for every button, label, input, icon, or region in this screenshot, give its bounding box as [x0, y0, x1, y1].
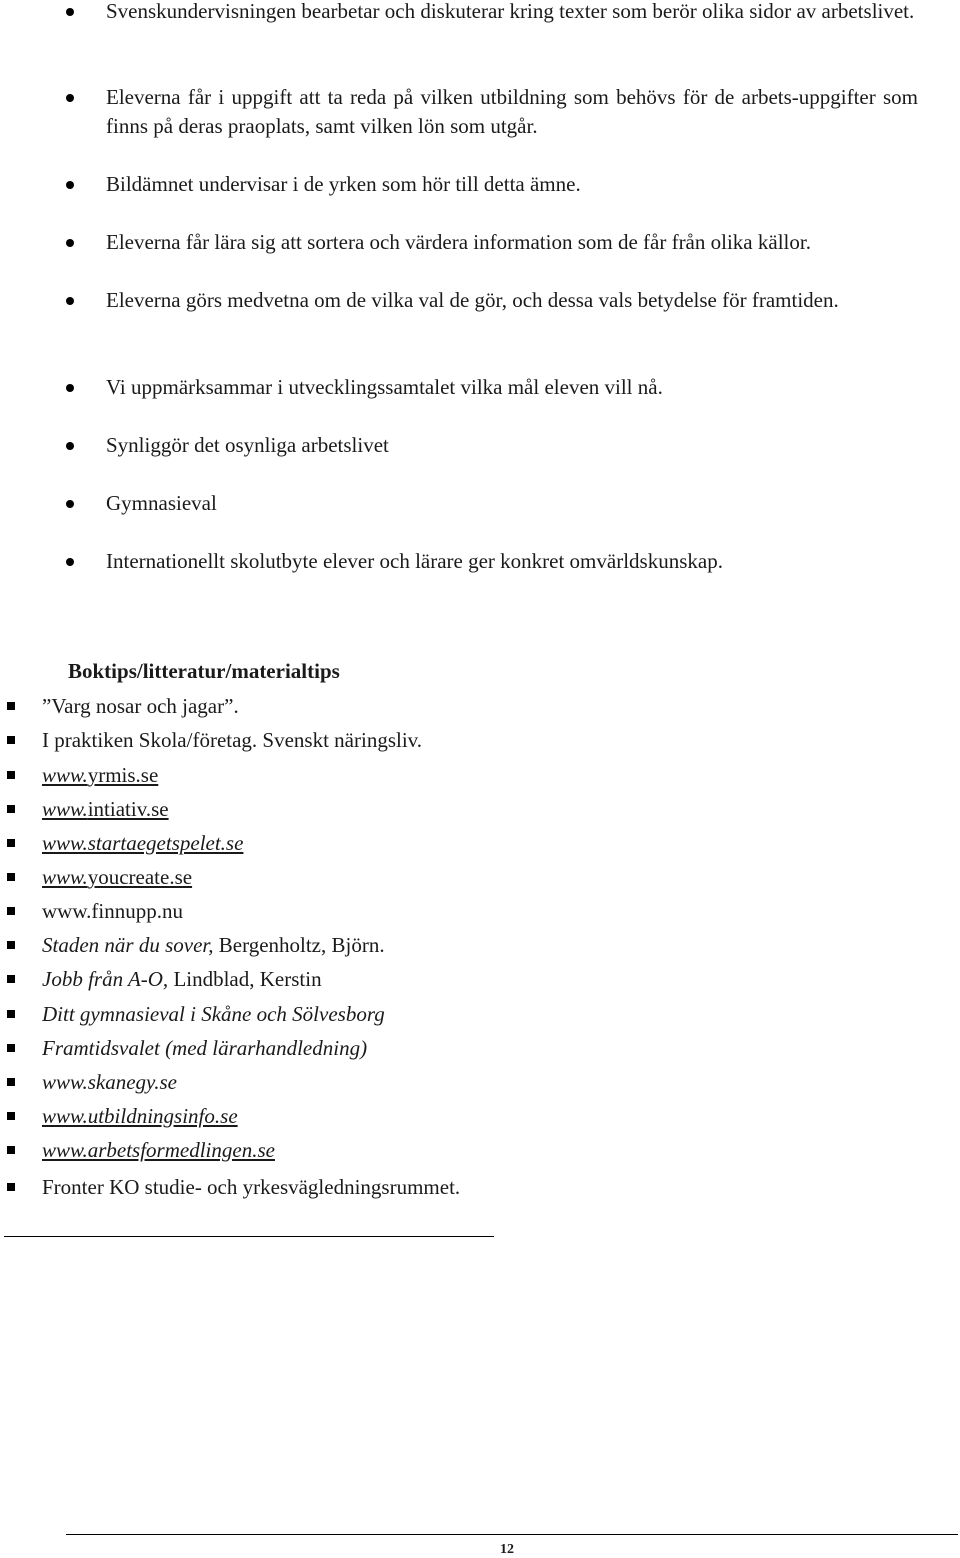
- bullet-square-icon: [7, 1183, 15, 1191]
- reference-title: Staden när du sover,: [42, 933, 214, 957]
- reference-link[interactable]: www.utbildningsinfo.se: [42, 1104, 238, 1128]
- reference-item[interactable]: [42, 828, 243, 858]
- list-item-text: Gymnasieval: [106, 491, 217, 515]
- reference-item: [42, 964, 322, 994]
- reference-title: Framtidsvalet (med lärarhandledning): [42, 1036, 368, 1060]
- bullet-square-icon: [7, 1010, 15, 1018]
- reference-author: Bergenholtz, Björn.: [213, 933, 385, 957]
- reference-item: [42, 725, 422, 755]
- reference-item[interactable]: [42, 760, 158, 790]
- reference-text: www.finnupp.nu: [42, 899, 183, 923]
- reference-author: Lindblad, Kerstin: [168, 967, 322, 991]
- divider-line: [4, 1236, 494, 1237]
- list-item: [106, 286, 918, 315]
- bullet-square-icon: [7, 975, 15, 983]
- list-item-text: Synliggör det osynliga arbetslivet: [106, 433, 389, 457]
- reference-item: [42, 930, 385, 960]
- reference-link[interactable]: www.intiativ.se: [42, 797, 169, 821]
- reference-link[interactable]: www.youcreate.se: [42, 865, 193, 889]
- bullet-square-icon: [7, 702, 15, 710]
- reference-title: Jobb från A-O,: [42, 967, 169, 991]
- bullet-square-icon: [7, 873, 15, 881]
- bullet-square-icon: [7, 736, 15, 744]
- bullet-square-icon: [7, 1078, 15, 1086]
- list-item: [106, 373, 918, 402]
- list-item: [106, 431, 918, 460]
- bullet-dot-icon: [66, 384, 74, 392]
- reference-link[interactable]: www.yrmis.se: [42, 763, 159, 787]
- reference-link[interactable]: www.startaegetspelet.se: [42, 831, 244, 855]
- reference-text: www.skanegy.se: [42, 1070, 177, 1094]
- bullet-dot-icon: [66, 181, 74, 189]
- list-item: [106, 83, 918, 141]
- bullet-dot-icon: [66, 442, 74, 450]
- reference-item: [42, 1170, 472, 1204]
- reference-item[interactable]: [42, 794, 169, 824]
- bullet-square-icon: [7, 771, 15, 779]
- list-item-text: Eleverna får i uppgift att ta reda på vilken utbildning som behövs för de arbets-uppgifter som finns på deras praoplats, samt vilken lön som utgår.: [106, 85, 918, 138]
- list-item-text: Eleverna görs medvetna om de vilka val de gör, och dessa vals betydelse för framtiden.: [106, 288, 839, 312]
- bullet-square-icon: [7, 907, 15, 915]
- list-item: [106, 489, 918, 518]
- reference-item: [42, 1067, 177, 1097]
- reference-item: [42, 896, 183, 926]
- reference-item[interactable]: [42, 1101, 238, 1131]
- reference-item: [42, 999, 385, 1029]
- footer-divider: [66, 1534, 958, 1535]
- bullet-square-icon: [7, 839, 15, 847]
- reference-link[interactable]: www.arbetsformedlingen.se: [42, 1138, 275, 1162]
- reference-item[interactable]: [42, 862, 192, 892]
- bullet-dot-icon: [66, 297, 74, 305]
- list-item: [106, 0, 918, 26]
- bullet-square-icon: [7, 941, 15, 949]
- list-item: [106, 547, 918, 576]
- reference-item: [42, 691, 239, 721]
- bullet-dot-icon: [66, 239, 74, 247]
- list-item-text: Eleverna får lära sig att sortera och värdera information som de får från olika källor.: [106, 230, 811, 254]
- bullet-dot-icon: [66, 500, 74, 508]
- reference-item: [42, 1033, 367, 1063]
- list-item-text: Internationellt skolutbyte elever och lärare ger konkret omvärldskunskap.: [106, 549, 723, 573]
- bullet-square-icon: [7, 1146, 15, 1154]
- bullet-dot-icon: [66, 8, 74, 16]
- list-item-text: Bildämnet undervisar i de yrken som hör till detta ämne.: [106, 172, 581, 196]
- reference-text: ”Varg nosar och jagar”.: [42, 694, 239, 718]
- reference-title: Ditt gymnasieval i Skåne och Sölvesborg: [42, 1002, 385, 1026]
- list-item: [106, 228, 918, 257]
- bullet-dot-icon: [66, 94, 74, 102]
- reference-item[interactable]: [42, 1135, 275, 1165]
- reference-text: Fronter KO studie- och yrkesvägledningsrummet.: [42, 1175, 461, 1199]
- list-item-text: Vi uppmärksammar i utvecklingssamtalet vilka mål eleven vill nå.: [106, 375, 663, 399]
- reference-text: I praktiken Skola/företag. Svenskt näringsliv.: [42, 728, 423, 752]
- bullet-square-icon: [7, 1044, 15, 1052]
- bullet-square-icon: [7, 1112, 15, 1120]
- section-heading: Boktips/litteratur/materialtips: [68, 659, 340, 683]
- list-item: [106, 170, 918, 199]
- page-number: 12: [500, 1542, 514, 1557]
- bullet-square-icon: [7, 805, 15, 813]
- list-item-text: Svenskundervisningen bearbetar och diskuterar kring texter som berör olika sidor av arbetslivet.: [106, 0, 915, 23]
- bullet-dot-icon: [66, 558, 74, 566]
